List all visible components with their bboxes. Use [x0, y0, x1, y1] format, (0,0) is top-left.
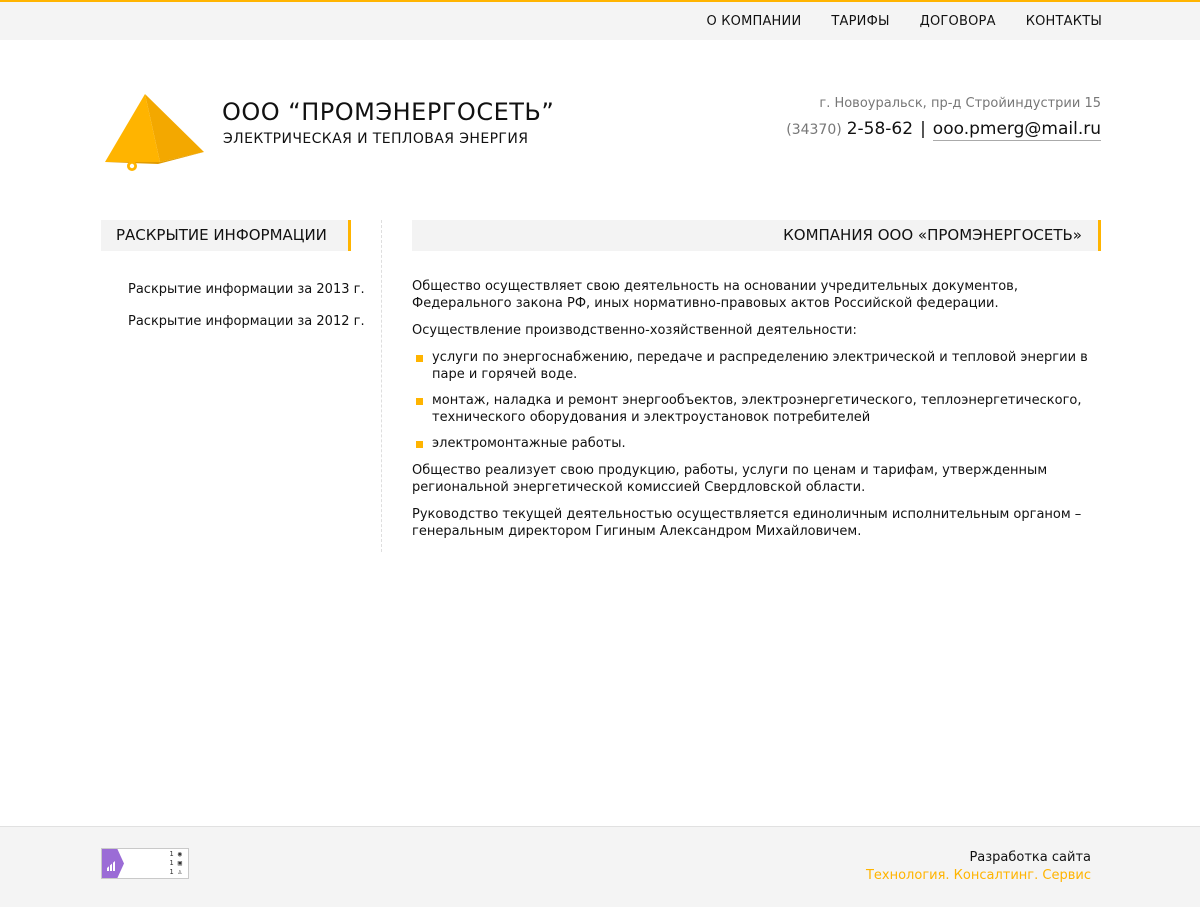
paragraph-tariffs: Общество реализует свою продукцию, работы, услуги по ценам и тарифам, утвержденным региональной энергетической комиссией Свердловской области. [412, 463, 1048, 495]
sidebar-link-2013[interactable]: Раскрытие информации за 2013 г. [128, 282, 365, 297]
counter-visits: 1 ▣ [169, 859, 182, 867]
footer-dev-label: Разработка сайта [969, 850, 1091, 865]
sidebar-item-2013 [128, 278, 365, 310]
metrika-counter-icon[interactable] [101, 848, 189, 879]
nav-item-contacts[interactable]: КОНТАКТЫ [1025, 14, 1102, 29]
activities-list [412, 349, 1102, 452]
phone-code: (34370) [786, 122, 842, 138]
nav-item-contracts[interactable]: ДОГОВОРА [919, 14, 996, 29]
contact-address: г. Новоуральск, пр-д Стройиндустрии 15 [819, 96, 1101, 111]
counter-views: 1 ◉ [169, 850, 182, 858]
nav-item-about[interactable]: О КОМПАНИИ [706, 14, 802, 29]
paragraph-management: Руководство текущей деятельностью осуществляется единоличным исполнительным органом – генеральным директором Гигиным Александром Михайловичем. [412, 507, 1082, 539]
paragraph-activities: Осуществление производственно-хозяйственной деятельности: [412, 323, 857, 338]
list-item: услуги по энергоснабжению, передаче и распределению электрической и тепловой энергии в паре и горячей воде. [412, 349, 1102, 383]
brand-title: ООО “ПРОМЭНЕРГОСЕТЬ” [222, 98, 555, 126]
contact-line [786, 119, 1101, 141]
counter-values [124, 849, 188, 878]
sidebar-title: РАСКРЫТИЕ ИНФОРМАЦИИ [101, 220, 351, 251]
nav-item-tariffs[interactable]: ТАРИФЫ [831, 14, 890, 29]
main-content [412, 278, 1102, 550]
contact-separator: | [920, 119, 926, 139]
pyramid-logo-icon[interactable] [100, 88, 210, 178]
phone-number: 2-58-62 [846, 119, 914, 139]
brand-subtitle: ЭЛЕКТРИЧЕСКАЯ И ТЕПЛОВАЯ ЭНЕРГИЯ [223, 131, 529, 147]
paragraph-intro: Общество осуществляет свою деятельность на основании учредительных документов, Федерального закона РФ, иных нормативно-правовых актов Российской федерации. [412, 279, 1018, 311]
sidebar-link-2012[interactable]: Раскрытие информации за 2012 г. [128, 314, 365, 329]
sidebar-item-2012 [128, 310, 365, 342]
top-bar [0, 0, 1200, 40]
main-title: КОМПАНИЯ ООО «ПРОМЭНЕРГОСЕТЬ» [412, 220, 1101, 251]
top-nav [706, 14, 1102, 29]
sidebar-list [128, 278, 365, 342]
footer [0, 826, 1200, 907]
footer-dev-link[interactable]: Технология. Консалтинг. Сервис [865, 868, 1091, 883]
counter-visitors: 1 ♙ [169, 868, 182, 876]
bar-chart-icon [102, 849, 124, 878]
list-item: электромонтажные работы. [412, 435, 1102, 452]
email-link[interactable]: ooo.pmerg@mail.ru [932, 119, 1101, 139]
column-divider [381, 220, 382, 552]
list-item: монтаж, наладка и ремонт энергообъектов, электроэнергетического, теплоэнергетического, технического оборудования и электроустановок потребителей [412, 392, 1102, 426]
